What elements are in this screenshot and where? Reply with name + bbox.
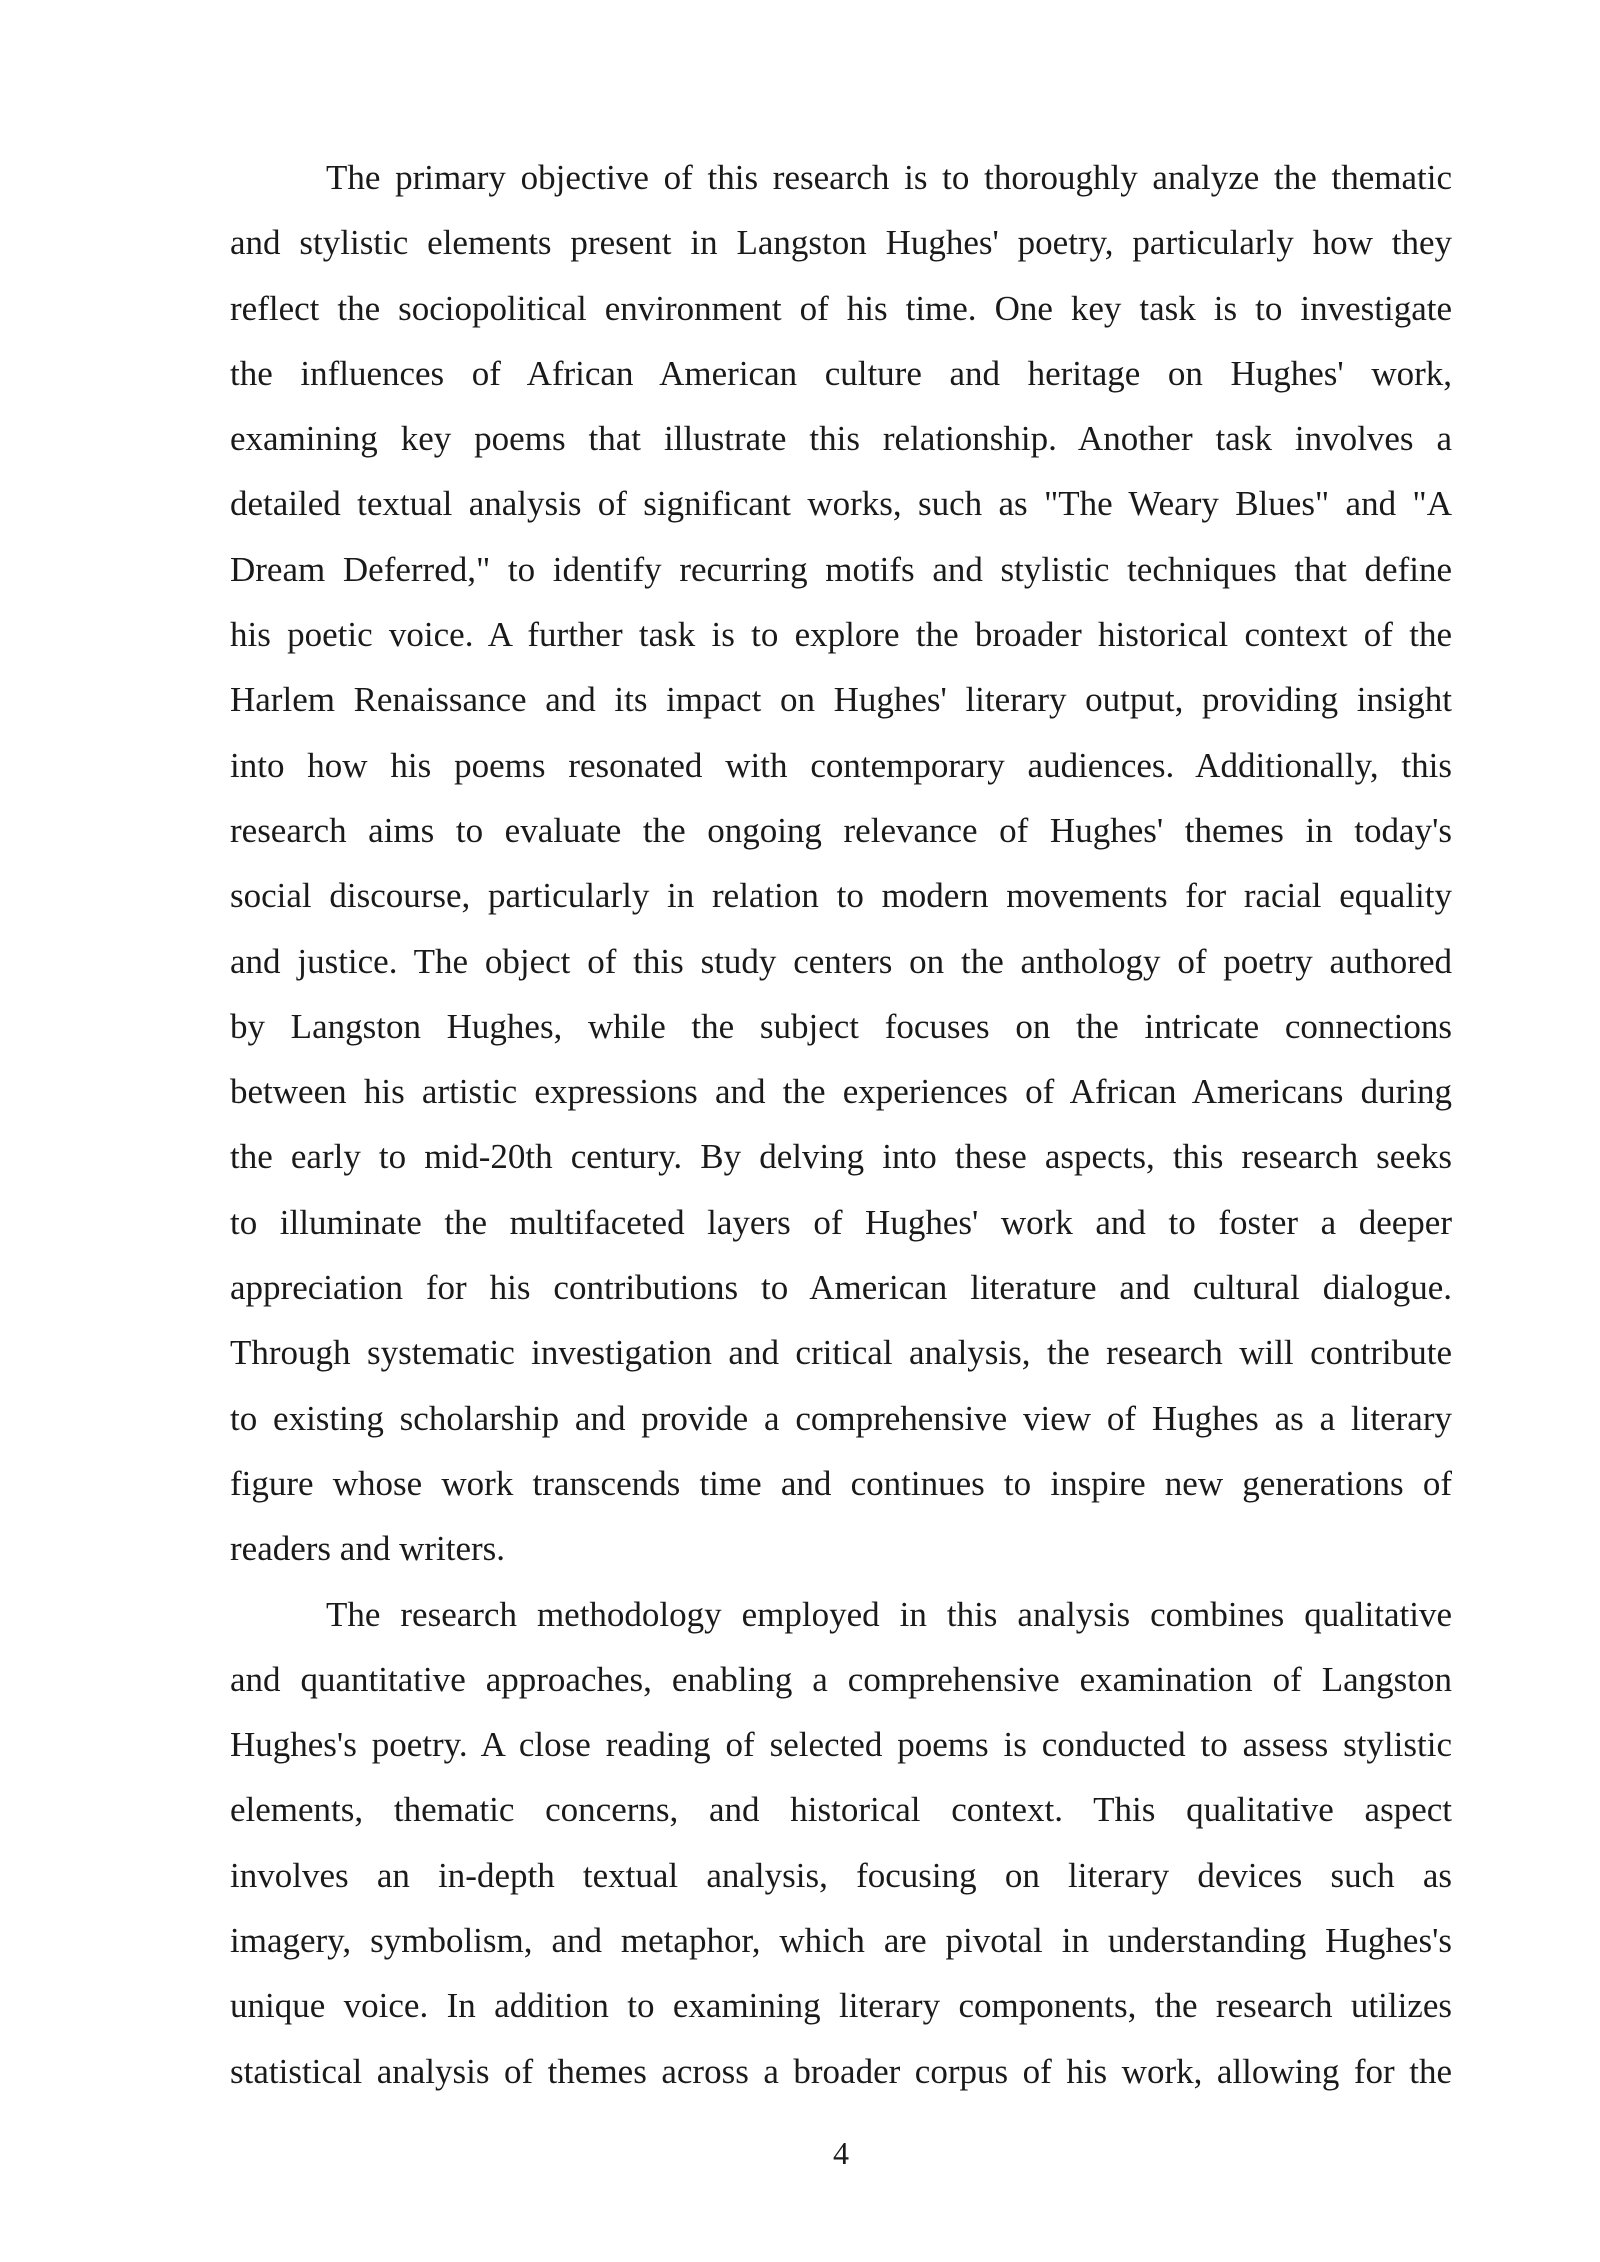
text-line: figure whose work transcends time and continues to inspire new generations of <box>230 1463 1452 1503</box>
text-line: reflect the sociopolitical environment of his time. One key task is to investigate <box>230 288 1452 328</box>
text-line: the influences of African American culture and heritage on Hughes' work, <box>230 353 1452 393</box>
body-text <box>230 145 1452 2104</box>
text-line: Harlem Renaissance and its impact on Hughes' literary output, providing insight <box>230 680 1452 720</box>
text-line: Dream Deferred," to identify recurring motifs and stylistic techniques that define <box>230 549 1452 589</box>
text-line: elements, thematic concerns, and historical context. This qualitative aspect <box>230 1790 1452 1830</box>
paragraph-methodology <box>230 1582 1452 2104</box>
text-line: between his artistic expressions and the experiences of African Americans during <box>230 1072 1452 1112</box>
text-line: into how his poems resonated with contemporary audiences. Additionally, this <box>230 745 1452 785</box>
text-line: and justice. The object of this study centers on the anthology of poetry authored <box>230 941 1452 981</box>
paragraph-objectives <box>230 145 1452 1582</box>
text-line: and stylistic elements present in Langston Hughes' poetry, particularly how they <box>230 223 1452 263</box>
text-line: research aims to evaluate the ongoing relevance of Hughes' themes in today's <box>230 810 1452 850</box>
text-line: his poetic voice. A further task is to explore the broader historical context of the <box>230 615 1452 655</box>
text-line: examining key poems that illustrate this relationship. Another task involves a <box>230 419 1452 459</box>
text-line: to illuminate the multifaceted layers of Hughes' work and to foster a deeper <box>230 1202 1452 1242</box>
text-line: the early to mid-20th century. By delving into these aspects, this research seeks <box>230 1137 1452 1177</box>
text-line: detailed textual analysis of significant works, such as "The Weary Blues" and "A <box>230 484 1452 524</box>
text-line: The research methodology employed in this analysis combines qualitative <box>326 1594 1452 1634</box>
text-line: social discourse, particularly in relation to modern movements for racial equality <box>230 876 1452 916</box>
text-line: and quantitative approaches, enabling a comprehensive examination of Langston <box>230 1659 1452 1699</box>
text-line: statistical analysis of themes across a broader corpus of his work, allowing for the <box>230 2051 1452 2091</box>
text-line: readers and writers. <box>230 1529 506 1569</box>
text-line: appreciation for his contributions to American literature and cultural dialogue. <box>230 1268 1452 1308</box>
text-line: involves an in-depth textual analysis, focusing on literary devices such as <box>230 1855 1452 1895</box>
text-line: to existing scholarship and provide a comprehensive view of Hughes as a literary <box>230 1398 1452 1438</box>
page-number: 4 <box>833 2135 849 2171</box>
text-line: Hughes's poetry. A close reading of selected poems is conducted to assess stylistic <box>230 1725 1452 1765</box>
text-line: The primary objective of this research is to thoroughly analyze the thematic <box>326 158 1452 197</box>
text-line: imagery, symbolism, and metaphor, which are pivotal in understanding Hughes's <box>230 1921 1452 1961</box>
text-line: Through systematic investigation and critical analysis, the research will contribute <box>230 1333 1452 1373</box>
text-line: unique voice. In addition to examining literary components, the research utilizes <box>230 1986 1452 2026</box>
text-line: by Langston Hughes, while the subject focuses on the intricate connections <box>230 1006 1452 1046</box>
